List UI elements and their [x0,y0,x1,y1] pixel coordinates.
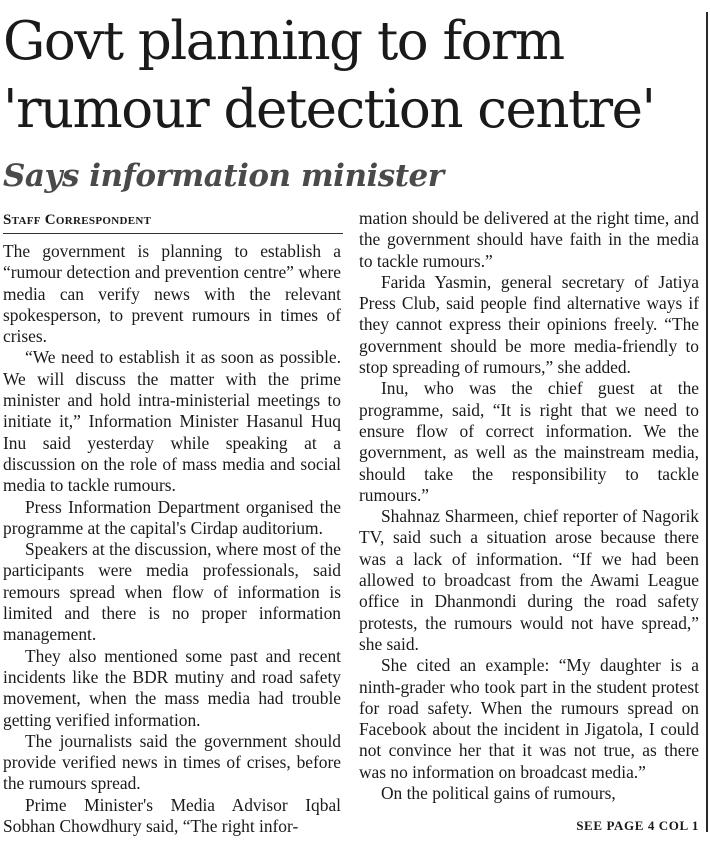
paragraph: Farida Yasmin, general secretary of Jatiya Press Club, said people find alternative ways if they cannot express their opinions freely. “The government should be more media-friendly to stop spreading of rumours,” she added. [359,271,699,378]
headline-line-2: 'rumour detection centre' [3,79,655,140]
continued-jump-line[interactable]: SEE PAGE 4 COL 1 [576,818,699,833]
left-column [3,241,341,837]
paragraph: On the political gains of rumours, [381,783,616,804]
paragraph: They also mentioned some past and recent incidents like the BDR mutiny and road safety movement, when the mass media had trouble getting verified information. [3,645,341,730]
headline-line-1: Govt planning to form [3,11,564,72]
paragraph: “We need to establish it as soon as possible. We will discuss the matter with the prime minister and hold intra-ministerial meetings to initiate it,” Information Minister Hasanul Huq Inu said yesterday while speaking at a discussion on the role of mass media and social media to tackle rumours. [3,347,341,496]
paragraph: The government is planning to establish a “rumour detection and prevention centre” where media can verify news with the relevant spokesperson, to prevent rumours in times of crises. [3,241,341,347]
paragraph: Prime Minister's Media Advisor Iqbal Sobhan Chowdhury said, “The right infor- [3,794,341,837]
paragraph: Inu, who was the chief guest at the programme, said, “It is right that we need to ensure flow of correct information. We the government, as well as the mainstream media, should take the responsibility to tackle rumours.” [359,378,699,505]
paragraph: mation should be delivered at the right time, and the government should have faith in the media to tackle rumours.” [359,208,699,271]
paragraph: She cited an example: “My daughter is a ninth-grader who took part in the student protest for road safety. When the rumours spread on Facebook about the incident in Jigatola, I could not convince her that it was not true, as there was no information on broadcast media.” [359,655,699,782]
paragraph: Speakers at the discussion, where most of the participants were media professionals, said remours spread when flow of information is limited and there is no proper information management. [3,539,341,645]
kicker-subheadline: Says information minister [3,158,444,194]
right-column [359,208,699,804]
paragraph: The journalists said the government should provide verified news in times of crises, before the rumours spread. [3,730,341,794]
paragraph: Press Information Department organised the programme at the capital's Cirdap auditorium. [3,496,341,538]
byline: Staff Correspondent [3,210,343,234]
headline [3,8,703,144]
paragraph: Shahnaz Sharmeen, chief reporter of Nagorik TV, said such a situation arose because there was a lack of information. “If we had been allowed to broadcast from the Awami League office in Dhanmondi during the road safety protests, the rumours would not have spread,” she said. [359,506,699,654]
column-rule [706,12,708,832]
